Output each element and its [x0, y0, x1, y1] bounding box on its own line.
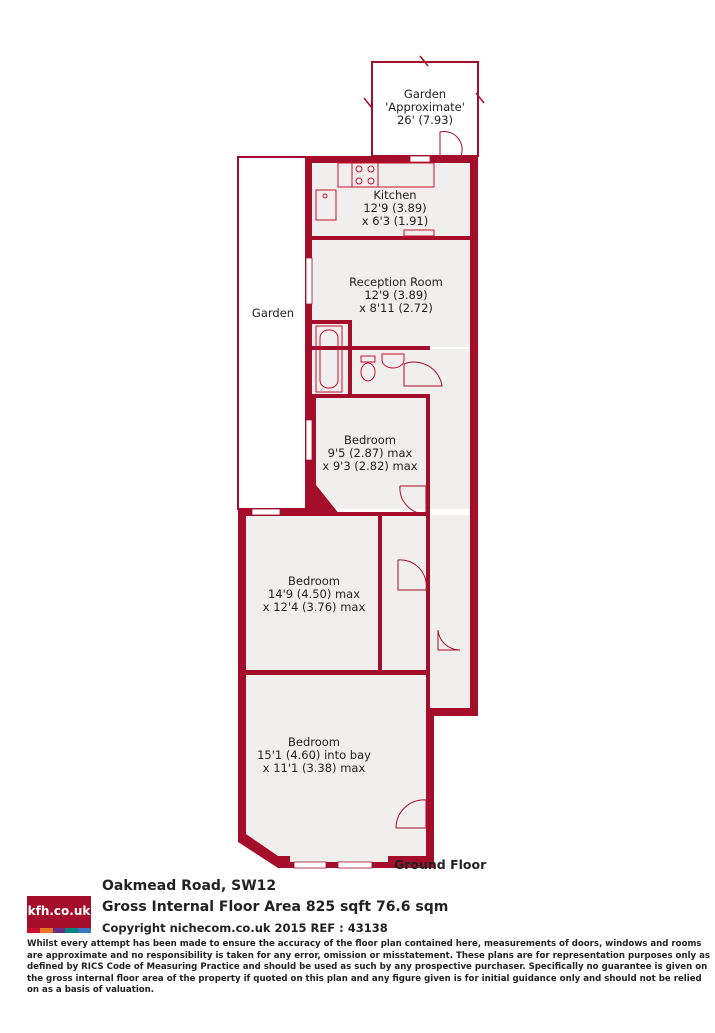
copyright-ref: Copyright nichecom.co.uk 2015 REF : 43138 — [102, 921, 388, 935]
bedroom3-dim1: 15'1 (4.60) into bay — [257, 748, 371, 762]
reception-dim1: 12'9 (3.89) — [364, 288, 428, 302]
bedroom2-name: Bedroom — [287, 574, 341, 588]
logo-stripe-segment — [78, 928, 91, 933]
logo-stripe-segment — [53, 928, 66, 933]
bedroom1-dim1: 9'5 (2.87) max — [327, 446, 413, 460]
logo-stripe-segment — [65, 928, 78, 933]
reception-dim2: x 8'11 (2.72) — [359, 301, 433, 315]
logo-text: kfh.co.uk — [27, 904, 91, 918]
bedroom3-dim2: x 11'1 (3.38) max — [262, 761, 366, 775]
garden-top-note: 'Approximate' — [385, 100, 465, 114]
property-address: Oakmead Road, SW12 — [102, 878, 277, 894]
logo-stripe-segment — [40, 928, 53, 933]
side-garden-area — [238, 157, 306, 509]
kitchen-name: Kitchen — [373, 188, 417, 202]
garden-top-dims: 26' (7.93) — [396, 113, 454, 127]
bedroom3-name: Bedroom — [287, 735, 341, 749]
bedroom2-dim2: x 12'4 (3.76) max — [262, 600, 366, 614]
logo-stripe-segment — [27, 928, 40, 933]
kitchen-dim2: x 6'3 (1.91) — [361, 214, 429, 228]
reception-name: Reception Room — [349, 275, 443, 289]
disclaimer-text: Whilst every attempt has been made to ensure the accuracy of the floor plan contained here, measurements of doors, windows and rooms are approximate and no responsibility is taken for any error, omission or misstatement. These plans are for representation purposes only as defined by RICS Code of Measuring Practice and should be used as such by any prospective purchaser. Specifically no guarantee is given on the gross internal floor area of the property if quoted on this plan and any figure given is for initial guidance only and should not be relied on as a basis of valuation. — [27, 939, 711, 996]
kitchen-dim1: 12'9 (3.89) — [363, 201, 427, 215]
floor-label: Ground Floor — [394, 857, 487, 872]
kfh-logo — [27, 896, 91, 934]
bedroom1-dim2: x 9'3 (2.82) max — [322, 459, 418, 473]
garden-top-name: Garden — [403, 87, 447, 101]
bedroom1-name: Bedroom — [343, 433, 397, 447]
garden-side-name: Garden — [251, 306, 295, 320]
logo-stripe — [27, 928, 91, 933]
bedroom2-dim1: 14'9 (4.50) max — [267, 587, 361, 601]
floor-area: Gross Internal Floor Area 825 sqft 76.6 sqm — [102, 899, 449, 915]
